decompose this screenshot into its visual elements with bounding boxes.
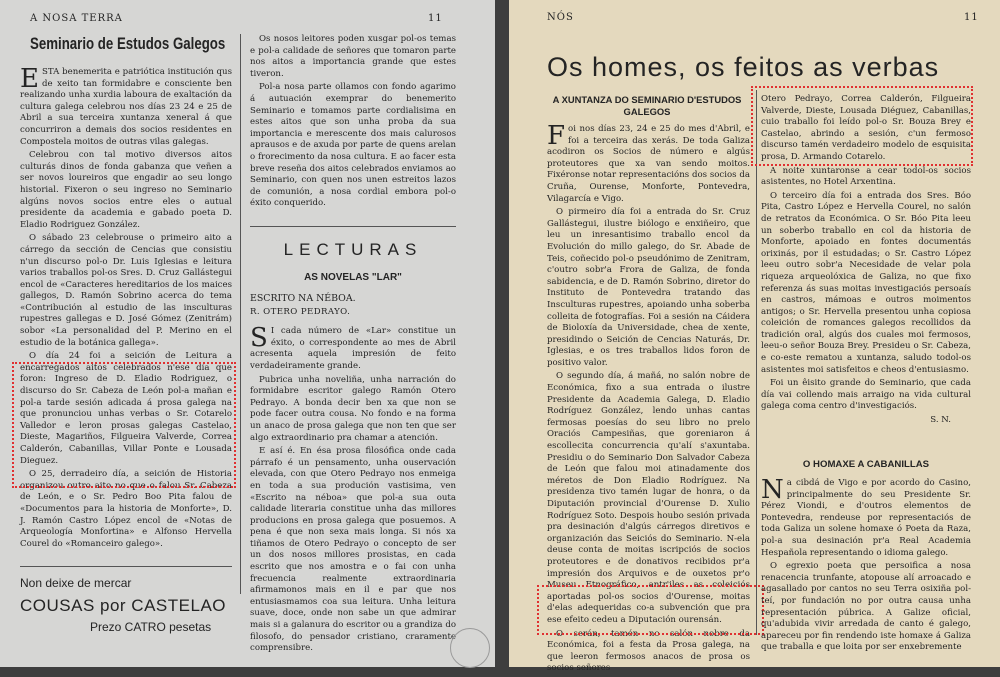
paragraph: a cibdá de Vigo e por acordo do Casino, principalmente do seu Presidente Sr. Pérez Viondi, e d'outros elementos de Pontevedra, rendeuse por representaciós de toda Galiza un solene homaxe ó Poeta da Raza, pol-a sua desinación pr'a Real Academia Hespañola representando o idioma galego. (761, 478, 971, 558)
highlight-box (751, 86, 973, 166)
drop-cap: F (547, 121, 566, 151)
ad-line-1: Non deixe de mercar (20, 576, 132, 590)
paragraph: O egrexio poeta que persoifica a nosa renacencia trunfante, atopouse alí arroacado e agasallado por cantos no seu Terra osixiña pol-teí, por fundación no por outra causa unha representación púbrica. A Galize oficial, qu'adubida vivir arredada de canto é galego, apareceu por fin rendendo iste homaxe á Galiza que traballa e que loita por ser enxebremente (761, 561, 971, 653)
paragraph: Pubrica unha noveliña, unha narración do formidabre escritor galego Ramón Otero Pedrayo. A bonda decir ben xa que non se pode facer outra cousa. No fondo e na forma un anaco de prosa galega que non ten que ser algo extraordinario pra chamar a atención. (250, 374, 456, 443)
lecturas-article (250, 293, 456, 657)
lecturas-subheading: AS NOVELAS "LAR" (304, 272, 402, 283)
right-page-nos (509, 0, 1000, 674)
lecturas-heading: LECTURAS (283, 240, 423, 259)
left-page-number: 11 (428, 13, 443, 24)
paragraph: Pol-a nosa parte ollamos con fondo agarimo á autuación exemprar do benemerito Seminario e tomamos parte cordialisima en estes aitos que son unha proba da sua importancia e merescente dos mais calurosos aprausos e de axuda por parte de quens arelan o frorecimento da nosa cultura. E ao facer esta breve reseña dos aitos celebrados enviamos ao Seminario, con quen nos unen estreitos lazos de comunión, a nosa cordial embora pol-o éxito conquerido. (250, 82, 456, 209)
paragraph-highlighted: Otero Pedrayo, Correa Calderón, Filgueira Valverde, Dieste, Lousada Diéguez, Cabanillas, cuio traballo foi leído pol-o Sr. Bouza Brey e Castelao, abrindo a sesión, c'un fermoso discurso tamén verdadeiro modelo de esquisita prosa, D. Armando Cotarelo. (761, 94, 971, 162)
left-column-2 (250, 34, 456, 212)
section-title-homaxe: O HOMAXE A CABANILLAS (802, 459, 930, 470)
highlight-box (537, 585, 764, 635)
paragraph: oi nos días 23, 24 e 25 do mes d'Abril, e foi a terceira das xerás. De toda Galiza acodiron os Socios de número e algús proteutores que xa van sendo moitos. Fixéronse notar representacións dos socios da Cruña, Ourense, Monforte, Pontevedra, Vilagarcía e Vigo. (547, 124, 750, 204)
ad-line-2: COUSAS por CASTELAO (20, 596, 227, 615)
left-article-title: Seminario de Estudos Galegos (30, 34, 226, 53)
paragraph: A noite xuntaronse a cear todol-os socios asistentes, no Hotel Arxentina. (761, 165, 971, 188)
paragraph: O 25, derradeiro día, a seición de Historia organizou outro aito no que o falou Sr. Cabeza de León, e o Sr. Pedro Boo Pita falou de «Documentos para la historia de Monforte», D. J. Ramón Castro López encol de «Notas de Arqueología Monfortina» e Alfonso Hervella Courel do «Romanceiro galego». (20, 469, 232, 549)
drop-cap: N (761, 475, 784, 505)
library-stamp-seal (450, 628, 490, 668)
right-running-head: NÓS (547, 12, 574, 23)
ad-line-3: Prezo CATRO pesetas (90, 620, 212, 634)
paragraph: O terceiro día foi a entrada dos Sres. Bóo Pita, Castro López e Hervella Courel, no salón de retratos da Económica. O Sr. Bóo Pita leeu un soberbo traballo en col da historia de Monforte, apoiado en fontes documentás orixinás, por il estudadas; o Sr. Castro López leeu outro sobr'a Necesidade de velar pola riqueza arqueolóxica de Galiza, no que fixo referenza ás suas moitas investigaciós persoaís en castros, mámoas e outros moimentos antigos; o Sr. Hervella presentou unha copiosa coleición de romances galegos recollidos da tradición oral, algús dos cuales moi fermosos, leeu-o señor Bouza Brey. Presideu o Sr. Cabeza, e co-este rematou a xuntanza, saludo todol-os asistentes moi satisfeitos e cheos d'entusiasmo. (761, 190, 971, 375)
column-divider (756, 90, 757, 635)
paragraph: Celebrou con tal motivo diversos aitos culturás dinos de fonda gabanza que veñen a ser novos loureiros que engadir ao seu longo historial. Fixeron o seu ingreso no Seminario algúns novos socios entre eles o autual presidente da academia e gabado poeta D. Eladio Rodriguez González. (20, 150, 232, 230)
drop-cap: E (20, 64, 39, 94)
paragraph: O segundo día, á mañá, no salón nobre de Económica, fixo a sua entrada o ilustre Presidente da Academia Galega, D. Eladio Rodríguez González, lendo unhas cantas fermosas poesías do seu libro no prelo Oraciós Campesiñas, que goreniaron á escollecita concurrencia qu'alí s'axuntaba. Presidiu o do Seminario Don Salvador Cabeza de León que falou moi atinadamente dos méretos de Don Eladio Rodríguez. Na presidenza tivo tamén lugar de honra, o da Diputación provincial d'Ourense D. Xulio Rodríguez Soto. Despois houbo sesión privada pra desinación d'algús cárregos diretivos e organización das Seiciós do Seminario. N-ela deuse conta de moitas iscripciós de socios proteutores e de donativos recibidos pr'a impresión dos Arquivos e de ouxetos pr'o Museu Etnográfico, antr'iles as coleiciós aportadas pol-os socios d'Ourense, moitas d'elas adequeridas co-a subvención que pra ese efeito cedeu a Diputación ourensán. (547, 371, 750, 625)
paragraph: I cada número de «Lar» constitue un éxito, o correspondente ao mes de Abril acresenta aquela impresión de feito verdadeiramente grande. (250, 326, 456, 371)
drop-cap: S (250, 323, 268, 354)
signature: S. N. (930, 415, 951, 426)
paragraph: Foi un êisito grande do Seminario, que cada día vai collendo mais arraigo na vida cultural galega coma centro d'investigaciós. (761, 378, 971, 412)
paragraph: O sábado 23 celebrouse o primeiro aito a cárrego da sección de Cencias que consistiu n'un discurso pol-o Dr. Luis Iglesias e leitura varios traballos pol-os Sres. D. Cruz Gallástegui encol de «Caracteres hereditarios de los maices gallegos, D. Ramón Sobrino acerca do tema «Contribución al estudio de las insculturas rupestres gallegas e D. José Gómez (Zenitrám) sobor «La personalidad del P. Merino en el estudio de la botánica gallega». (20, 233, 232, 348)
paragraph-highlighted: O serán, tamén no salón nobre da Económica, foi a festa da Prosa galega, na que leeron fermosos anacos de prosa os socios señores (547, 628, 750, 674)
left-page-a-nosa-terra (0, 0, 495, 667)
right-page-number: 11 (964, 12, 979, 23)
paragraph: E así é. En ésa prosa filosófica onde cada párrafo é un pensamento, unha ouservación elevada, con que Otero Pedrayo nos enmeiga en toda a sua produción vastisima, ven «Escrito na néboa» que pol-a sua outa calidade literaria constitue unha das millores producions en prosa galega que posuemos. A pena é que non sexa mais longa. Si nós xa tiñamos de Otero Pedrayo o concepto de ser un dos nosos millores prosistas, en cada escrito que nos amostra e o fai con unha frecuencia realmente extraordinaria afirmamonos mais en il e par que nos entusiasmamos coa sua leitura. Unha leitura suave, doce, onde non sabe un que admirar mais si a galanura do escritor ou a grandiza do filosofo, do pensador cristiano, craramente comprensibre. (250, 446, 456, 654)
divider (20, 566, 232, 567)
paragraph-highlighted: O día 24 foi a seición de Leitura a encarregados aitos celebrados n'ese día que foron: Ingreso de D. Eladio Rodriguez, o discurso do Sr. Cabeza de León pol-a mañan e pol-a tarde sesión adicada á prosa galega na que pronunciou unhas verbas o Sr. Cotarelo Valledor e leron prosas galegas Castelao, Dieste, Magariños, Filgueira Valverde, Correa Calderón, Cabanillas, Villar Ponte e Lousada Dieguez. (20, 351, 232, 466)
article-title: ESCRITO NA NÉBOA. (250, 293, 356, 304)
column-divider (240, 34, 241, 594)
left-running-head: A NOSA TERRA (30, 13, 123, 24)
article-author: R. OTERO PEDRAYO. (250, 306, 351, 317)
paragraph: STA benemerita e patriótica institución qus de xeito tan formidabre e consciente ben realizando unha xurdia laboura de exaltación da cultura galega celebrou nos días 23 24 e 25 de Abril a sua terceira xuntanza xeneral á que concurriron a demais dos socios residentes en Compostela moitos de outras vilas galegas. (20, 67, 232, 147)
paragraph: Os nosos leitores poden xusgar pol-os temas e pol-a calidade de señores que tomaron parte nos aitos a importancia grande que estes tiveron. (250, 34, 456, 79)
right-column-2-homaxe (761, 475, 971, 656)
paragraph: O pirmeiro día foi a entrada do Sr. Cruz Gallástegui, ilustre biólogo e enxiñeiro, que leu un inresantisimo traballo encol da Evolución do millo galego, do Sr. Abade de Teis, coñecido pol-o pseudónimo de Zenitram, c'outro sobr'a Frora de Galiza, de fonda sabidencia, e de D. Ramón Sobrino, diretor do Instituto de Pontevedra tratando das Insculturas rupestres, apoiando unha soberba colleita de fotografías. Foi a sesión na Cáidera de Bioloxía da Universidade, chea de xente, presidindo o Seición de Cencias Naturás, Dr. Iglesias, e os tres traballos lidos foron de positivo valor. (547, 207, 750, 368)
section-title-xuntanza: A XUNTANZA DO SEMINARIO D'ESTUDOS GALEGOS (552, 94, 742, 117)
divider (250, 226, 456, 227)
highlight-box (12, 362, 236, 488)
right-page-title: Os homes, os feitos as verbas (547, 52, 940, 82)
